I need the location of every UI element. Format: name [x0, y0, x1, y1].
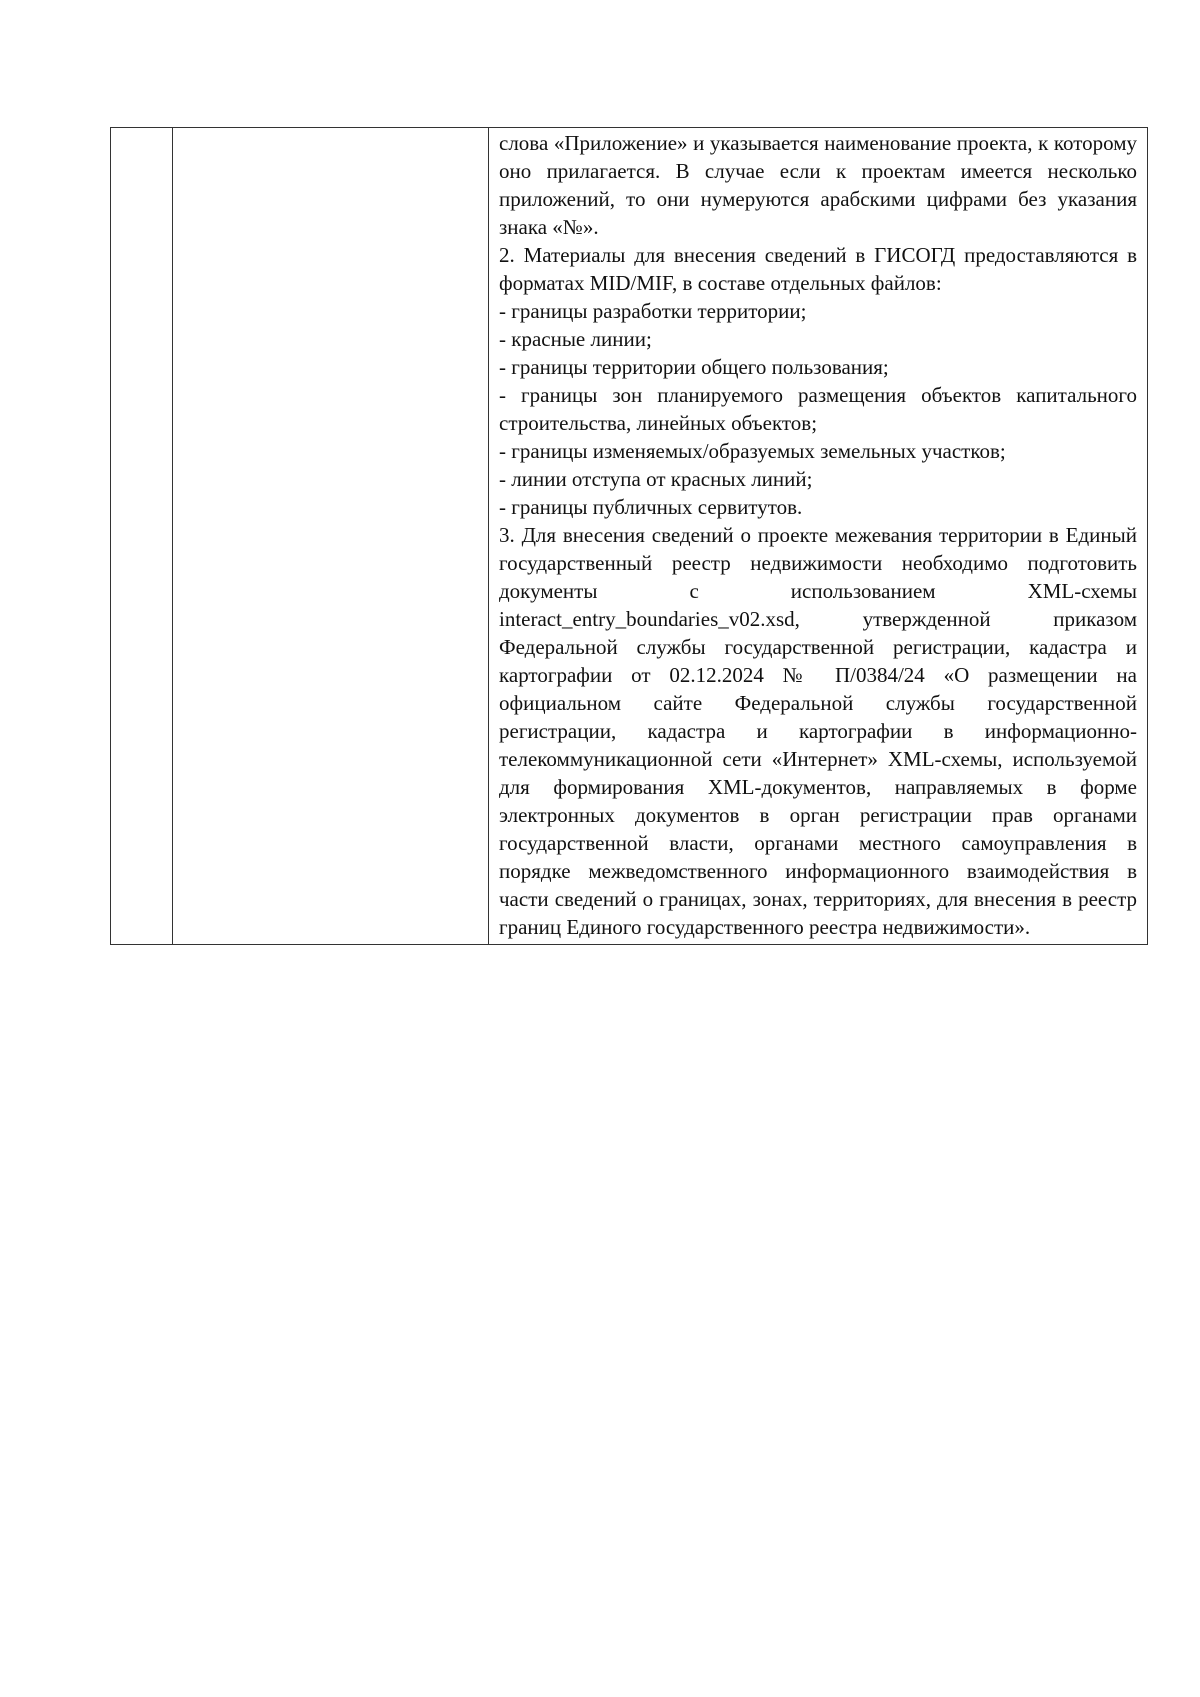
- item-2-intro: 2. Материалы для внесения сведений в ГИСОГД предоставляются в форматах MID/MIF, в составе отдельных файлов:: [499, 243, 1137, 295]
- name-cell: [173, 128, 489, 945]
- file-list-item: - границы изменяемых/образуемых земельных участков;: [499, 439, 1006, 463]
- file-list-item: - границы разработки территории;: [499, 299, 807, 323]
- file-list-item: - границы публичных сервитутов.: [499, 495, 803, 519]
- table-row: [111, 128, 1148, 945]
- file-list-item: - линии отступа от красных линий;: [499, 467, 813, 491]
- requirements-table: [110, 127, 1148, 945]
- item-3-paragraph: 3. Для внесения сведений о проекте межевания территории в Единый государственный реестр недвижимости необходимо подготовить документы с использованием XML-схемы interact_entry_boundaries_v02.xsd, утвержденной приказом Федеральной службы государственной регистрации, кадастра и картографии от 02.12.2024 № П/0384/24 «О размещении на официальном сайте Федеральной службы государственной регистрации, кадастра и картографии в информационно-телекоммуникационной сети «Интернет» XML-схемы, используемой для формирования XML-документов, направляемых в форме электронных документов в орган регистрации прав органами государственной власти, органами местного самоуправления в порядке межведомственного информационного взаимодействия в части сведений о границах, зонах, территориях, для внесения в реестр границ Единого государственного реестра недвижимости».: [499, 523, 1137, 939]
- content-cell: [489, 128, 1148, 945]
- file-list-item: - границы зон планируемого размещения объектов капитального строительства, линейных объектов;: [499, 383, 1137, 435]
- file-list-item: - границы территории общего пользования;: [499, 355, 889, 379]
- file-list-item: - красные линии;: [499, 327, 652, 351]
- number-cell: [111, 128, 173, 945]
- continuation-paragraph: слова «Приложение» и указывается наименование проекта, к которому оно прилагается. В случае если к проектам имеется несколько приложений, то они нумеруются арабскими цифрами без указания знака «№».: [499, 131, 1137, 239]
